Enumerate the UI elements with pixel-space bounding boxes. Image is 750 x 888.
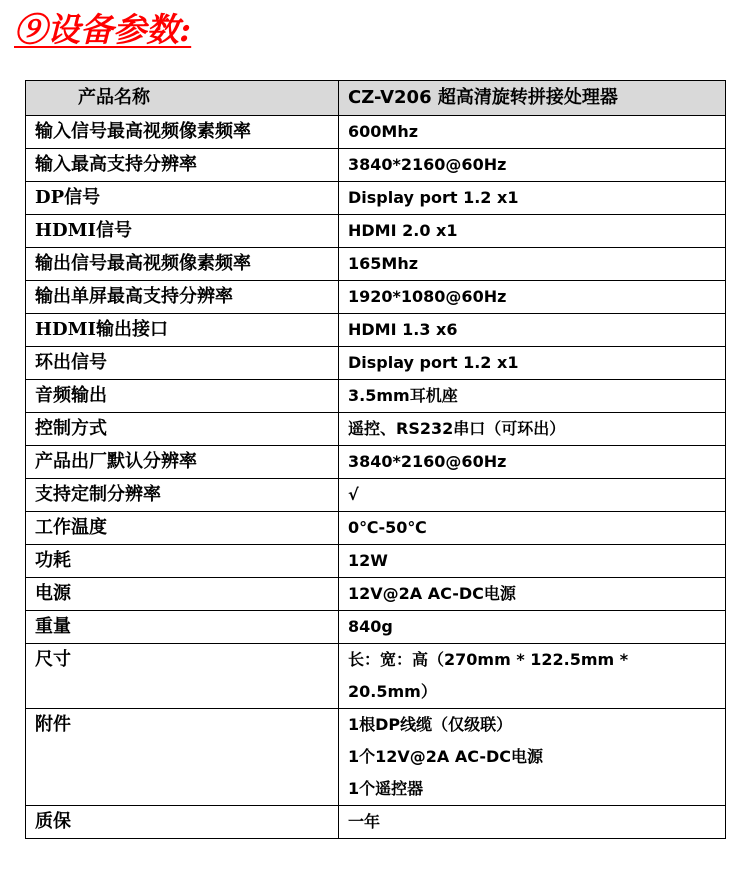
param-value-line: 0℃-50℃ [348, 518, 427, 537]
param-value-cell [339, 479, 726, 512]
table-row [26, 644, 726, 709]
param-value-cell [339, 545, 726, 578]
param-value-cell [339, 182, 726, 215]
param-value-line: Display port 1.2 x1 [348, 353, 519, 372]
table-row [26, 314, 726, 347]
param-value-cell [339, 380, 726, 413]
param-value-cell [339, 149, 726, 182]
param-value-line: 1个12V@2A AC-DC电源 [348, 747, 544, 766]
header-value-cell: CZ-V206 超高清旋转拼接处理器 [339, 81, 726, 116]
param-label-cell: 附件 [26, 709, 339, 806]
table-row [26, 281, 726, 314]
param-value-line: 12V@2A AC-DC电源 [348, 584, 516, 603]
table-row [26, 806, 726, 839]
param-label-cell: 输入最高支持分辨率 [26, 149, 339, 182]
param-value-cell [339, 413, 726, 446]
table-row [26, 578, 726, 611]
param-value-cell [339, 709, 726, 806]
table-row [26, 116, 726, 149]
param-value-cell [339, 281, 726, 314]
param-label-cell: 重量 [26, 611, 339, 644]
param-label-cell: 产品出厂默认分辨率 [26, 446, 339, 479]
param-value-line: 3840*2160@60Hz [348, 155, 507, 174]
spec-table [25, 80, 726, 839]
param-value-line: 3.5mm耳机座 [348, 386, 458, 405]
param-value-cell [339, 512, 726, 545]
param-value-line: 长：宽：高（270mm * 122.5mm * [348, 650, 629, 669]
param-value-line: 20.5mm） [348, 682, 437, 701]
param-label-cell: HDMI信号 [26, 215, 339, 248]
param-value-cell [339, 248, 726, 281]
param-value-cell [339, 215, 726, 248]
section-heading-text: ⑨设备参数: [14, 10, 192, 49]
table-row [26, 479, 726, 512]
param-value-cell [339, 347, 726, 380]
section-heading [14, 8, 191, 52]
param-value-line: 600Mhz [348, 122, 419, 141]
param-label-cell: HDMI输出接口 [26, 314, 339, 347]
param-label-cell: 输出信号最高视频像素频率 [26, 248, 339, 281]
param-value-line: 3840*2160@60Hz [348, 452, 507, 471]
param-label-cell: 输出单屏最高支持分辨率 [26, 281, 339, 314]
spec-table-body [26, 116, 726, 839]
param-label-cell: 音频输出 [26, 380, 339, 413]
table-row [26, 380, 726, 413]
param-value-cell [339, 578, 726, 611]
param-label-cell: 质保 [26, 806, 339, 839]
param-value-line: 遥控、RS232串口（可环出） [348, 419, 566, 438]
param-value-line: 165Mhz [348, 254, 419, 273]
table-row [26, 347, 726, 380]
header-label-cell: 产品名称 [26, 81, 339, 116]
param-value-cell [339, 116, 726, 149]
param-value-cell [339, 446, 726, 479]
param-label-cell: 尺寸 [26, 644, 339, 709]
param-value-line: 一年 [348, 812, 381, 831]
param-label-cell: 控制方式 [26, 413, 339, 446]
param-label-cell: 电源 [26, 578, 339, 611]
param-value-line: 1920*1080@60Hz [348, 287, 507, 306]
table-row [26, 545, 726, 578]
param-value-cell [339, 314, 726, 347]
param-label-cell: 功耗 [26, 545, 339, 578]
param-value-line: HDMI 2.0 x1 [348, 221, 458, 240]
param-label-cell: 环出信号 [26, 347, 339, 380]
table-row [26, 446, 726, 479]
param-value-line: 840g [348, 617, 393, 636]
table-row [26, 248, 726, 281]
table-row [26, 149, 726, 182]
table-row [26, 512, 726, 545]
param-label-cell: 输入信号最高视频像素频率 [26, 116, 339, 149]
param-value-line: 1个遥控器 [348, 779, 424, 798]
param-value-cell [339, 611, 726, 644]
table-row [26, 611, 726, 644]
param-value-line: HDMI 1.3 x6 [348, 320, 458, 339]
table-row [26, 215, 726, 248]
param-label-cell: 工作温度 [26, 512, 339, 545]
param-value-line: 12W [348, 551, 388, 570]
table-row [26, 413, 726, 446]
table-row [26, 182, 726, 215]
table-header-row [26, 81, 726, 116]
param-value-cell [339, 806, 726, 839]
param-value-line: √ [348, 485, 359, 504]
param-label-cell: 支持定制分辨率 [26, 479, 339, 512]
table-row [26, 709, 726, 806]
param-value-cell [339, 644, 726, 709]
param-value-line: 1根DP线缆（仅级联） [348, 715, 513, 734]
param-label-cell: DP信号 [26, 182, 339, 215]
param-value-line: Display port 1.2 x1 [348, 188, 519, 207]
